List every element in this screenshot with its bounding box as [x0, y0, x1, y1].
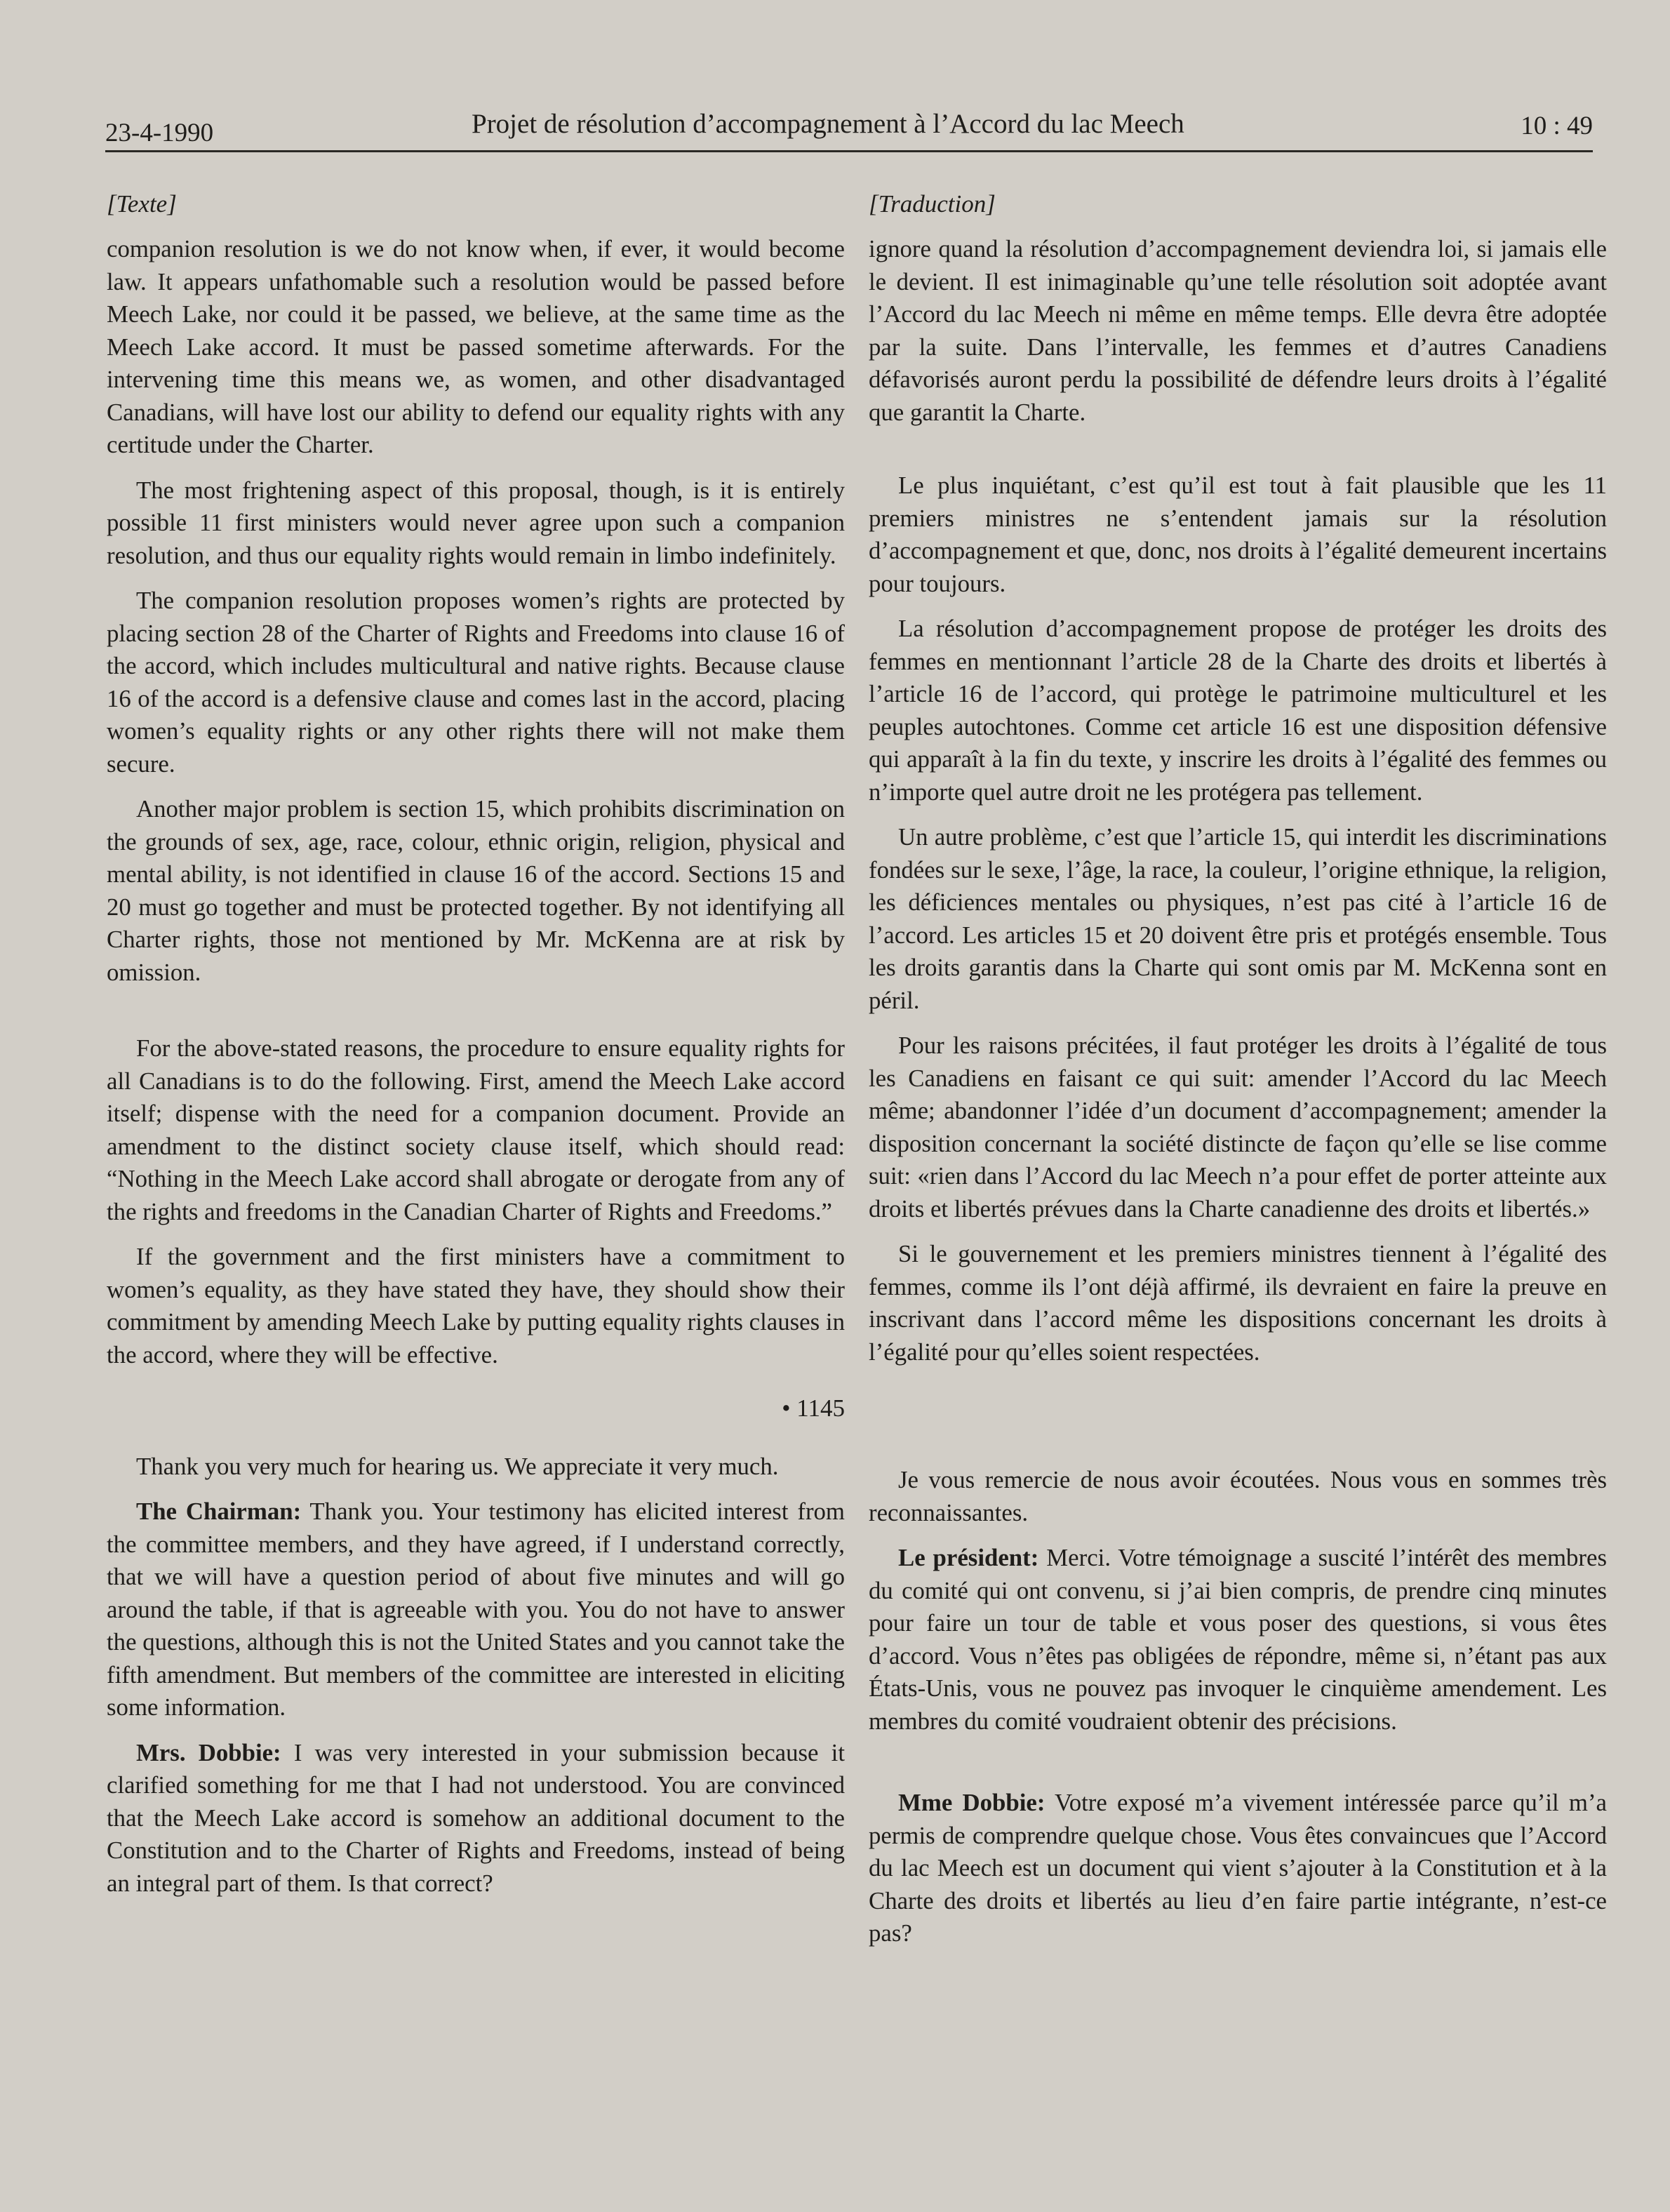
language-label: [Traduction] [869, 190, 996, 218]
header-page-number: 10 : 49 [1521, 112, 1593, 140]
paragraph: Another major problem is section 15, which prohibits discrimination on the grounds of sex, age, race, colour, ethnic origin, religion, physical and mental ability, is not identified in clause 16 of the accord. Sections 15 and 20 must go together and must be protected together. By not identifying all Charter rights, those not mentioned by Mr. McKenna are at risk by omission. [107, 795, 845, 986]
paragraph: Thank you very much for hearing us. We appreciate it very much. [136, 1452, 779, 1480]
english-column [107, 188, 845, 1912]
speaker-name: Mrs. Dobbie: [136, 1738, 281, 1766]
paragraph: Si le gouvernement et les premiers ministres tiennent à l’égalité des femmes, comme ils l’ont déjà affirmé, ils devraient en faire la preuve en inscrivant dans l’accord même les dispositions concernant les droits à l’égalité pour qu’elles soient respectées. [869, 1240, 1607, 1366]
speaker-paragraph [869, 1787, 1607, 1950]
language-label: [Texte] [107, 190, 177, 218]
french-column [869, 188, 1607, 1963]
paragraph: For the above-stated reasons, the procedure to ensure equality rights for all Canadians is to do the following. First, amend the Meech Lake accord itself; dispense with the need for a companion document. Provide an amendment to the distinct society clause itself, which should read: “Nothing in the Meech Lake accord shall abrogate or derogate from any of the rights and freedoms in the Canadian Charter of Rights and Freedoms.” [107, 1034, 845, 1225]
paragraph: La résolution d’accompagnement propose de protéger les droits des femmes en mentionnant l’article 28 de la Charte des droits et libertés à l’article 16 de l’accord, qui protège le patrimoine multiculturel et les peuples autochtones. Comme cet article 16 est une disposition défensive qui apparaît à la fin du texte, y inscrire les droits à l’égalité des femmes ou n’importe quel autre droit ne les protégera pas tellement. [869, 615, 1607, 806]
paragraph: The most frightening aspect of this proposal, though, is it is entirely possible 11 first ministers would never agree upon such a companion resolution, and thus our equality rights would remain in limbo indefinitely. [107, 476, 845, 569]
time-marker: • 1145 [782, 1394, 845, 1422]
speech-text: Thank you. Your testimony has elicited interest from the committee members, and they have agreed, if I understand correctly, that we will have a question period of about five minutes and will go around the table, if that is agreeable with you. You do not have to answer the questions, although this is not the United States and you cannot take the fifth amendment. But members of the committee are interested in eliciting some information. [107, 1498, 846, 1721]
paragraph: Le plus inquiétant, c’est qu’il est tout à fait plausible que les 11 premiers ministres ne s’entendent jamais sur la résolution d’accompagnement et que, donc, nos droits à l’égalité demeurent incertains pour toujours. [869, 472, 1607, 597]
speaker-paragraph [869, 1542, 1607, 1738]
speech-text: Votre exposé m’a vivement intéressée parce qu’il m’a permis de comprendre quelque chose. Vous êtes convaincues que l’Accord du lac Meech est un document qui vient s’ajouter à la Constitution et à la Charte des droits et libertés au lieu d’en faire partie intégrante, n’est-ce pas? [869, 1789, 1607, 1947]
paragraph: If the government and the first ministers have a commitment to women’s equality, as they have stated they have, they should show their commitment by amending Meech Lake by putting equality rights clauses in the accord, where they will be effective. [107, 1243, 845, 1368]
speech-text: Merci. Votre témoignage a suscité l’intérêt des membres du comité qui ont convenu, si j’ai bien compris, de prendre cinq minutes pour faire un tour de table et vous poser des questions, si vous êtes d’accord. Vous n’êtes pas obligées de répondre, même si, n’étant pas aux États-Unis, vous ne pouvez pas invoquer le cinquième amendement. Les membres du comité voudraient obtenir des précisions. [869, 1544, 1607, 1735]
speaker-name: Mme Dobbie: [898, 1789, 1046, 1816]
page-header [105, 104, 1593, 152]
speaker-name: The Chairman: [136, 1498, 302, 1525]
paragraph: The companion resolution proposes women’s rights are protected by placing section 28 of the Charter of Rights and Freedoms into clause 16 of the accord, which includes multicultural and native rights. Because clause 16 of the accord is a defensive clause and comes last in the accord, placing women’s equality rights or any other rights there will not make them secure. [107, 587, 845, 778]
header-date: 23-4-1990 [105, 119, 214, 147]
paragraph: Je vous remercie de nous avoir écoutées. Nous vous en sommes très reconnaissantes. [869, 1466, 1607, 1526]
speaker-name: Le président: [898, 1544, 1039, 1571]
paragraph: ignore quand la résolution d’accompagnement deviendra loi, si jamais elle le devient. Il est inimaginable qu’une telle résolution soit adoptée avant l’Accord du lac Meech ni même en même temps. Elle devra être adoptée par la suite. Dans l’intervalle, les femmes et d’autres Canadiens défavorisés auront perdu la possibilité de défendre leurs droits à l’égalité que garantit la Charte. [869, 235, 1607, 426]
speech-text: I was very interested in your submission because it clarified something for me that I had not understood. You are convinced that the Meech Lake accord is somehow an additional document to the Constitution and to the Charter of Rights and Freedoms, instead of being an integral part of them. Is that correct? [107, 1738, 845, 1897]
speaker-paragraph [107, 1737, 845, 1900]
speaker-paragraph [107, 1495, 845, 1724]
header-title: Projet de résolution d’accompagnement à l’Accord du lac Meech [472, 109, 1184, 139]
paragraph: Un autre problème, c’est que l’article 15, qui interdit les discriminations fondées sur le sexe, l’âge, la race, la couleur, l’origine ethnique, la religion, les déficiences mentales ou physiques, n’est pas cité à l’article 16 de l’accord. Les articles 15 et 20 doivent être pris et protégés ensemble. Tous les droits garantis dans la Charte qui sont omis par M. McKenna sont en péril. [869, 823, 1607, 1014]
paragraph: companion resolution is we do not know when, if ever, it would become law. It appears unfathomable such a resolution would be passed before Meech Lake, nor could it be passed, we believe, at the same time as the Meech Lake accord. It must be passed sometime afterwards. For the intervening time this means we, as women, and other disadvantaged Canadians, will have lost our ability to defend our equality rights with any certitude under the Charter. [107, 235, 845, 458]
paragraph: Pour les raisons précitées, il faut protéger les droits à l’égalité de tous les Canadiens en faisant ce qui suit: amender l’Accord du lac Meech même; abandonner l’idée d’un document d’accompagnement; amender la disposition concernant la société distincte de façon qu’elle se lise comme suit: «rien dans l’Accord du lac Meech n’a pour effet de porter atteinte aux droits et libertés prévues dans la Charte canadienne des droits et libertés.» [869, 1032, 1607, 1222]
